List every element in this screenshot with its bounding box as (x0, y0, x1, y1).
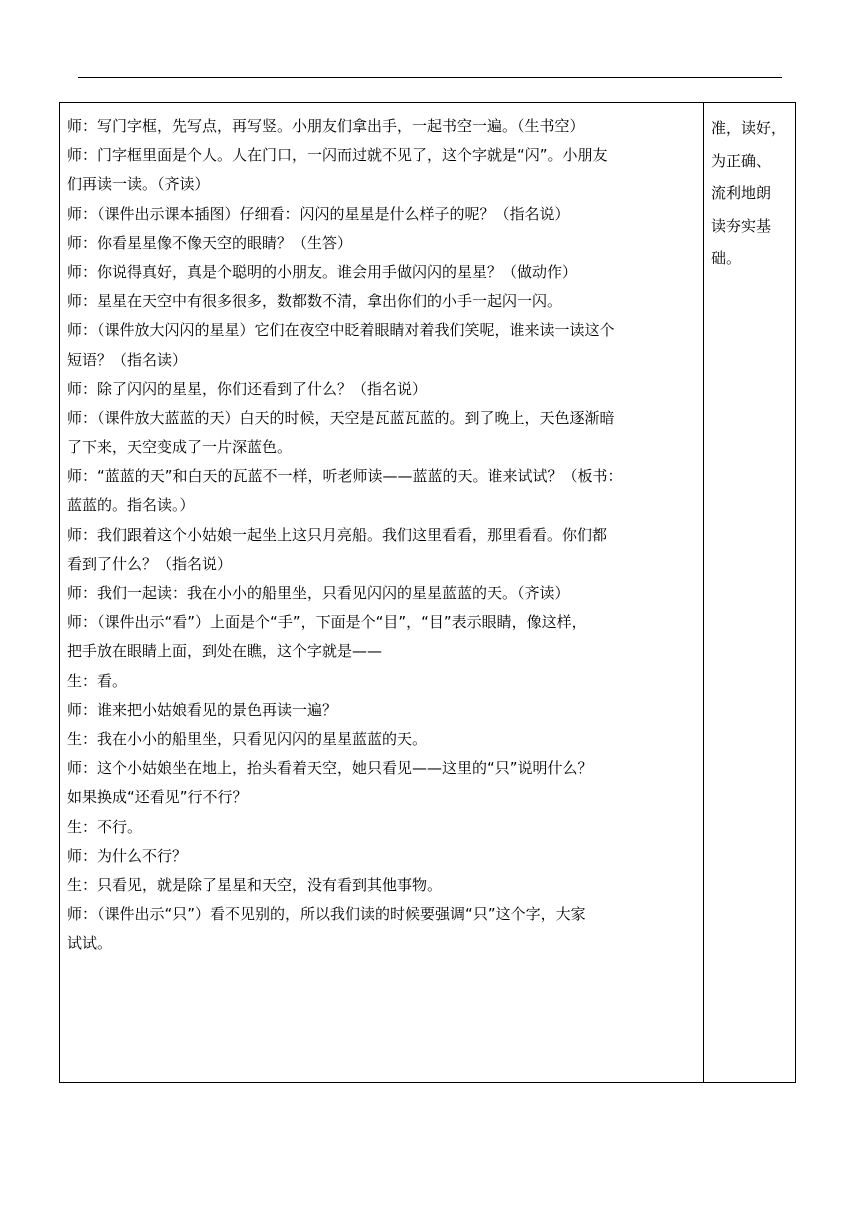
dialogue-line: 短语？（指名读） (67, 350, 188, 369)
intent-line: 读夯实基 (711, 216, 772, 235)
dialogue-line: 师：（课件放大蓝蓝的天）白天的时候，天空是瓦蓝瓦蓝的。到了晚上，天色逐渐暗 (67, 408, 615, 427)
dialogue-line: 生：看。 (67, 671, 128, 690)
dialogue-line: 师：（课件出示课本插图）仔细看：闪闪的星星是什么样子的呢？（指名说） (67, 204, 570, 223)
dialogue-line: 师：谁来把小姑娘看见的景色再读一遍？ (67, 700, 338, 719)
dialogue-line: 试试。 (67, 934, 113, 953)
dialogue-line: 生：只看见，就是除了星星和天空，没有看到其他事物。 (67, 875, 443, 894)
dialogue-line: 生：我在小小的船里坐，只看见闪闪的星星蓝蓝的天。 (67, 729, 428, 748)
lesson-table (59, 102, 796, 1083)
dialogue-line: 师：写门字框，先写点，再写竖。小朋友们拿出手，一起书空一遍。（生书空） (67, 117, 585, 135)
intent-line: 流利地朗 (711, 184, 772, 202)
dialogue-line: 师：门字框里面是个人。人在门口，一闪而过就不见了，这个字就是“闪”。小朋友 (67, 146, 608, 165)
dialogue-line: 师：我们跟着这个小姑娘一起坐上这只月亮船。我们这里看看，那里看看。你们都 (67, 525, 608, 544)
dialogue-line: 师：星星在天空中有很多很多，数都数不清，拿出你们的小手一起闪一闪。 (67, 292, 563, 311)
dialogue-line: 师：这个小姑娘坐在地上，抬头看着天空，她只看见——这里的“只”说明什么？ (67, 759, 593, 778)
dialogue-line: 师：我们一起读：我在小小的船里坐，只看见闪闪的星星蓝蓝的天。（齐读） (67, 584, 570, 602)
dialogue-line: 看到了什么？（指名说） (67, 554, 233, 573)
dialogue-line: 把手放在眼睛上面，到处在瞧，这个字就是—— (67, 642, 383, 661)
dialogue-line: 师：（课件出示“看”）上面是个“手”，下面是个“目”，“目”表示眼睛，像这样， (67, 613, 587, 632)
dialogue-line: 蓝蓝的。指名读。） (67, 496, 195, 515)
dialogue-line: 师：你看星星像不像天空的眼睛？（生答） (67, 233, 353, 252)
dialogue-line: 师：（课件出示“只”）看不见别的，所以我们读的时候要强调“只”这个字，大家 (67, 905, 586, 924)
dialogue-line: 们再读一读。（齐读） (67, 175, 210, 194)
dialogue-line: 师：为什么不行？ (67, 846, 188, 865)
dialogue-line: 师：你说得真好，真是个聪明的小朋友。谁会用手做闪闪的星星？（做动作） (67, 262, 578, 281)
dialogue-line: 师：“蓝蓝的天”和白天的瓦蓝不一样，听老师读——蓝蓝的天。谁来试试？（板书： (67, 467, 623, 486)
intent-line: 准，读好， (711, 119, 787, 137)
intent-line: 础。 (711, 249, 742, 267)
dialogue-line: 师：除了闪闪的星星，你们还看到了什么？（指名说） (67, 379, 428, 398)
intent-line: 为正确、 (711, 151, 772, 170)
teaching-process-cell (60, 103, 704, 1082)
dialogue-line: 了下来，天空变成了一片深蓝色。 (67, 438, 293, 457)
design-intent-cell (704, 103, 795, 1082)
dialogue-line: 生：不行。 (67, 817, 143, 836)
dialogue-line: 师：（课件放大闪闪的星星）它们在夜空中眨着眼睛对着我们笑呢，谁来读一读这个 (67, 321, 615, 340)
header-rule (78, 77, 782, 78)
dialogue-line: 如果换成“还看见”行不行？ (67, 788, 248, 807)
